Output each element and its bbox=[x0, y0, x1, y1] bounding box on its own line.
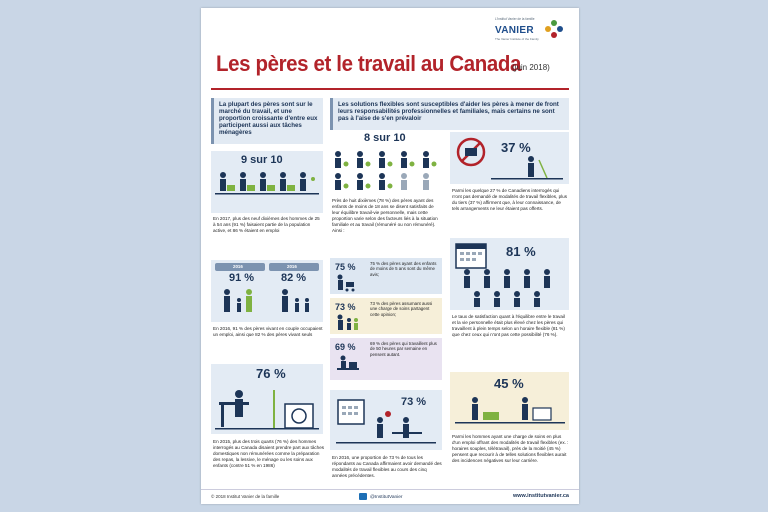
year-label-b: 2016 bbox=[287, 264, 297, 269]
desk-worker-icon bbox=[335, 354, 361, 376]
household-chores-icon bbox=[215, 384, 319, 432]
left-pct-b: 82 % bbox=[281, 272, 307, 284]
footer-website-link[interactable]: www.institutvanier.ca bbox=[512, 493, 569, 499]
left-text-1: En 2017, plus des neuf dixièmes des hommes de 25 à 54 ans (91 %) faisaient partie de la population active, et 86 % étaient en emploi bbox=[213, 216, 320, 233]
page-footer bbox=[201, 489, 579, 504]
workers-icon-row bbox=[215, 169, 319, 209]
no-entry-icon bbox=[455, 136, 487, 168]
mid-stat-1: 8 sur 10 bbox=[364, 132, 406, 144]
logo-small-text: L'Institut Vanier de la famille bbox=[495, 17, 535, 21]
footer-copyright: © 2018 Institut Vanier de la famille bbox=[211, 494, 280, 499]
left-intro: La plupart des pères sont sur le marché du travail, et une proportion croissante d'entre eux participent aussi aux tâches ménagères bbox=[211, 98, 323, 144]
stroller-icon bbox=[335, 274, 357, 292]
right-text-2: Le taux de satisfaction quant à l'équilibre entre le travail et la vie personnelle était plus élevé chez les pères qui travaillent à plein temps selon un horaire flexible (81 %) que chez ceux qui n'ont pas cette possibilité (76 %). bbox=[452, 314, 565, 337]
cleaning-person-icon bbox=[491, 154, 563, 180]
vanier-logo bbox=[495, 16, 565, 48]
left-stat-3: 76 % bbox=[256, 366, 286, 381]
logo-sub-text: The Vanier Institute of the Family bbox=[495, 37, 539, 41]
right-text-3: Parmi les hommes ayant une charge de soins en plus d'un emploi offrant des modalités de travail flexibles (ex. : horaires souples, télétravail), près de la moitié (45 %) pensent que recourir à de telles solutions flexibles aurait des incidences négatives sur leur carrière. bbox=[452, 434, 569, 463]
right-stat-1: 37 % bbox=[501, 140, 531, 155]
mid-stat-4: 73 % bbox=[401, 396, 427, 408]
mid-sub2-pct: 73 % bbox=[335, 302, 356, 312]
cheering-fathers-icons bbox=[457, 266, 565, 308]
mid-sub3-text: 69 % des pères qui travaillent plus de 50 heures par semaine en pensent autant. bbox=[370, 341, 437, 357]
caregiver-career-icon bbox=[455, 392, 565, 428]
right-stat-3: 45 % bbox=[494, 376, 524, 391]
mid-sub3-pct: 69 % bbox=[335, 342, 356, 352]
family-icons bbox=[215, 286, 319, 320]
mid-sub1-pct: 75 % bbox=[335, 262, 356, 272]
left-pct-a: 91 % bbox=[229, 272, 255, 284]
satisfied-fathers-icons bbox=[330, 146, 442, 194]
mid-sub1-text: 75 % des pères ayant des enfants de moins de 5 ans sont du même avis; bbox=[370, 261, 437, 277]
logo-mark-icon bbox=[543, 18, 565, 40]
title-divider bbox=[211, 88, 569, 90]
logo-name: VANIER bbox=[495, 25, 534, 36]
right-stat-2: 81 % bbox=[506, 244, 536, 259]
footer-twitter[interactable] bbox=[359, 493, 403, 500]
twitter-handle[interactable]: @InstitutVanier bbox=[370, 494, 403, 500]
infographic-page bbox=[201, 8, 579, 504]
right-text-1: Parmi les quelque 27 % de Canadiens interrogés qui n'ont pas demandé de modalités de travail flexibles, plus du tiers (37 %) affirment que, à leur connaissance, de tels arrangements ne leur étaient pas offerts. bbox=[452, 188, 568, 211]
year-label-a: 2016 bbox=[233, 264, 243, 269]
page-title: Les pères et le travail au Canada bbox=[216, 51, 522, 76]
twitter-icon bbox=[359, 493, 367, 500]
request-flexibility-icon bbox=[336, 398, 436, 448]
left-stat-1: 9 sur 10 bbox=[241, 154, 283, 166]
mid-intro: Les solutions flexibles sont susceptibles d'aider les pères à mener de front leurs responsabilités professionnelles et familiales, mais certains ne sont pas à l'aise de s'en prévaloir bbox=[330, 98, 569, 130]
mid-sub2-text: 73 % des pères assumant aussi une charge de soins partagent cette opinion; bbox=[370, 301, 433, 317]
left-text-3: En 2015, plus des trois quarts (76 %) des hommes interrogés au Canada disaient prendre part aux tâches domestiques non rémunérées comme la préparation des repas, la lessive, le ménage ou les soins aux enfants (contre 51 % en 1986) bbox=[213, 439, 325, 468]
page-date: (juin 2018) bbox=[512, 63, 550, 72]
caregiver-icon bbox=[335, 314, 361, 332]
left-text-2: En 2016, 91 % des pères vivant en couple occupaient un emploi, ainsi que 82 % des pères vivant seuls bbox=[213, 326, 323, 337]
mid-text-4: En 2016, une proportion de 73 % de tous les répondants au Canada affirmaient avoir demandé des modalités de travail flexibles au cours des cinq années précédentes. bbox=[332, 455, 442, 478]
mid-text-1: Près de huit dixièmes (78 %) des pères ayant des enfants de moins de 18 ans se disent satisfaits de leur équilibre travail-vie personnelle, mais cette proportion varie selon des facteurs liés à la situation familiale et au travail (rémunéré ou non rémunéré). Ainsi : bbox=[332, 198, 438, 233]
